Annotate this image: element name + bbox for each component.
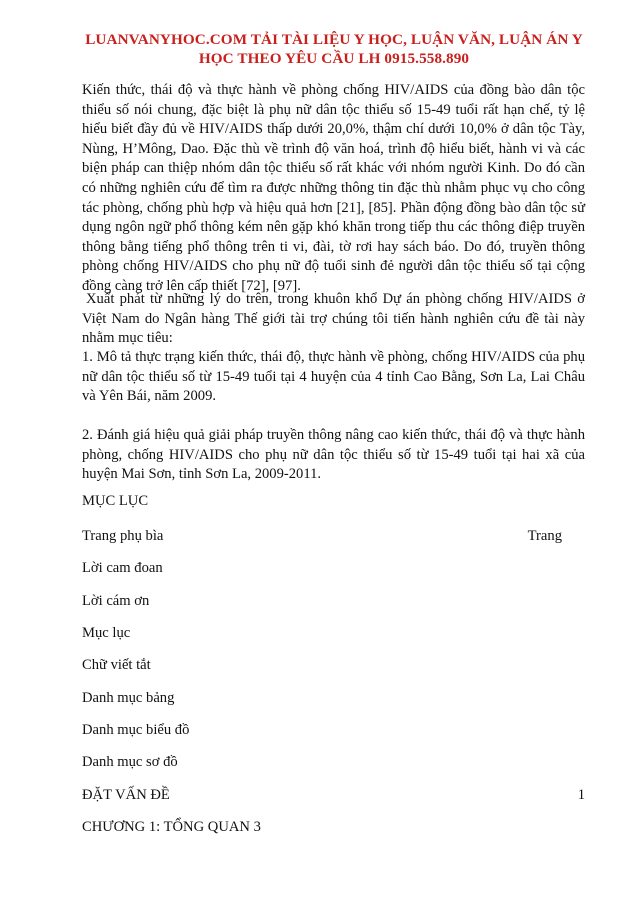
- banner-line-1: LUANVANYHOC.COM TẢI TÀI LIỆU Y HỌC, LUẬN VĂN, LUẬN ÁN Y: [85, 31, 583, 48]
- toc-entry-label: Mục lục: [82, 625, 131, 641]
- toc-entry-label: ĐẶT VẤN ĐỀ: [82, 787, 170, 803]
- banner-line-2: HỌC THEO YÊU CẦU LH 0915.558.890: [198, 50, 470, 67]
- toc-entry-label: Danh mục bảng: [82, 690, 175, 706]
- toc-entry-page: Trang: [527, 528, 562, 544]
- toc-entry: [82, 656, 585, 675]
- header-banner: [70, 30, 598, 68]
- toc-entry-label: Lời cám ơn: [82, 593, 150, 609]
- toc-entry: [82, 786, 585, 805]
- toc-heading: [82, 492, 585, 511]
- toc-entry-label: Lời cam đoan: [82, 560, 163, 576]
- paragraph-background: Kiến thức, thái độ và thực hành về phòng chống HIV/AIDS của đồng bào dân tộc thiểu số nói chung, đặc biệt là phụ nữ dân tộc thiểu số 15-49 tuổi rất hạn chế, tỷ lệ hiểu biết đầy đủ về HIV/AIDS thấp dưới 20,0%, thậm chí dưới 10,0% ở dân tộc Tày, Nùng, H’Mông, Dao. Đặc thù về trình độ văn hoá, trình độ hiểu biết, hành vi và các biện pháp can thiệp nhóm dân tộc thiểu số rất khác với nhóm người Kinh. Do đó cần có những nghiên cứu để tìm ra được những thông tin đặc thù nhằm phục vụ cho công tác phòng, chống phù hợp và hiệu quả hơn [21], [85]. Phần động đồng bào dân tộc sử dụng ngôn ngữ phổ thông kém nên gặp khó khăn trong tiếp thu các thông điệp truyền thông bằng tiếng phổ thông trên ti vi, đài, tờ rơi hay sách báo. Do đó, truyền thông phòng chống HIV/AIDS cho phụ nữ độ tuổi sinh đẻ người dân tộc thiểu số tại cộng đồng càng trở lên cấp thiết [72], [97].: [82, 82, 585, 294]
- paragraph-objective-2: 2. Đánh giá hiệu quả giải pháp truyền thông nâng cao kiến thức, thái độ và thực hành phòng, chống HIV/AIDS cho phụ nữ dân tộc thiểu số từ 15-49 tuổi tại hai xã của huyện Mai Sơn, tỉnh Sơn La, 2009-2011.: [82, 427, 585, 483]
- toc-heading-text: MỤC LỤC: [82, 493, 149, 509]
- toc-entry: [82, 527, 585, 546]
- toc-entry-label: Danh mục biểu đồ: [82, 722, 190, 738]
- toc-entry-label: Chữ viết tắt: [82, 657, 151, 673]
- toc-entry: [82, 592, 585, 611]
- paragraph-objective-1: 1. Mô tả thực trạng kiến thức, thái độ, thực hành về phòng, chống HIV/AIDS của phụ nữ dân tộc thiểu số từ 15-49 tuổi tại 4 huyện của 4 tỉnh Cao Bằng, Sơn La, Lai Châu và Yên Bái, năm 2009.: [82, 349, 585, 405]
- toc-entry: [82, 818, 585, 837]
- paragraph-rationale: Xuất phát từ những lý do trên, trong khuôn khổ Dự án phòng chống HIV/AIDS ở Việt Nam do Ngân hàng Thế giới tài trợ chúng tôi tiến hành nghiên cứu đề tài này nhằm mục tiêu:: [82, 291, 585, 347]
- toc-entry: [82, 559, 585, 578]
- toc-entry: [82, 753, 585, 772]
- toc-entry-label: Danh mục sơ đồ: [82, 754, 178, 770]
- toc-entry-label: Trang phụ bìa: [82, 528, 164, 544]
- toc-entry-label: CHƯƠNG 1: TỔNG QUAN 3: [82, 819, 261, 835]
- toc-entry: [82, 624, 585, 643]
- toc-entry: [82, 689, 585, 708]
- toc-entry: [82, 721, 585, 740]
- toc-entry-page: 1: [577, 787, 585, 803]
